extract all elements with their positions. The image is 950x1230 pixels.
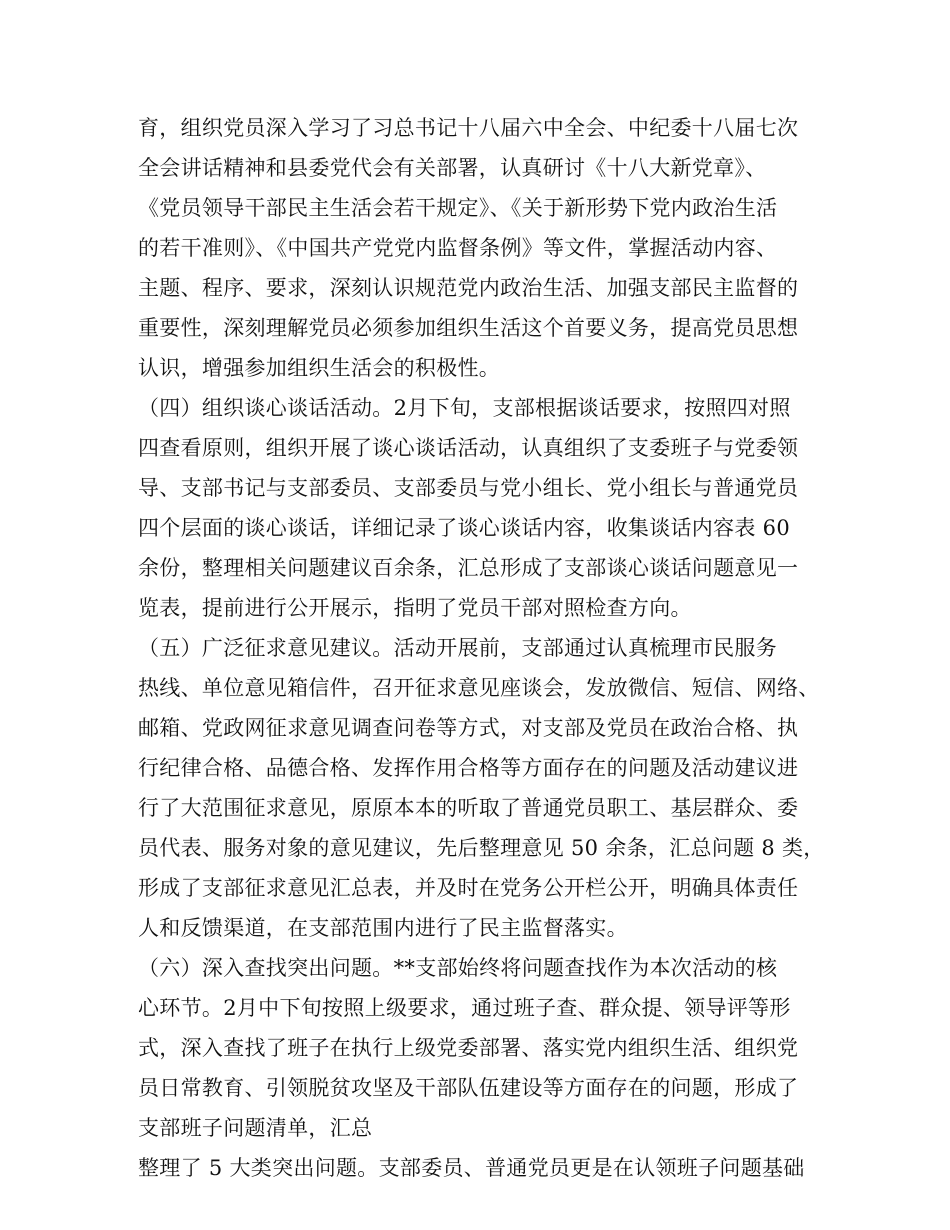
- text-line: 四个层面的谈心谈话，详细记录了谈心谈话内容，收集谈话内容表 60: [138, 516, 790, 540]
- text-line: 形成了支部征求意见汇总表，并及时在党务公开栏公开，明确具体责任: [138, 876, 799, 900]
- text-line: 支部班子问题清单，汇总: [138, 1116, 373, 1140]
- text-line: 全会讲话精神和县委党代会有关部署，认真研讨《十八大新党章》、: [138, 156, 767, 180]
- paragraph-heading-line: （五）广泛征求意见建议。活动开展前，支部通过认真梳理市民服务: [138, 636, 777, 660]
- text-line: 热线、单位意见箱信件，召开征求意见座谈会，发放微信、短信、网络、: [138, 676, 820, 700]
- paragraph-heading-line: （四）组织谈心谈话活动。2月下旬，支部根据谈话要求，按照四对照: [138, 396, 791, 420]
- text-line: 整理了 5 大类突出问题。支部委员、普通党员更是在认领班子问题基础: [138, 1156, 805, 1180]
- text-line: 员代表、服务对象的意见建议，先后整理意见 50 余条，汇总问题 8 类，: [138, 836, 825, 860]
- text-line: 览表，提前进行公开展示，指明了党员干部对照检查方向。: [138, 596, 692, 620]
- text-line: 育，组织党员深入学习了习总书记十八届六中全会、中纪委十八届七次: [138, 116, 799, 140]
- text-line: 四查看原则，组织开展了谈心谈话活动，认真组织了支委班子与党委领: [138, 436, 799, 460]
- text-line: 《党员领导干部民主生活会若干规定》、《关于新形势下党内政治生活: [138, 196, 778, 220]
- text-line: 的若干准则》、《中国共产党党内监督条例》等文件，掌握活动内容、: [138, 236, 778, 260]
- text-line: 导、支部书记与支部委员、支部委员与党小组长、党小组长与普通党员: [138, 476, 799, 500]
- text-line: 主题、程序、要求，深刻认识规范党内政治生活、加强支部民主监督的: [138, 276, 799, 300]
- text-line: 邮箱、党政网征求意见调查问卷等方式，对支部及党员在政治合格、执: [138, 716, 799, 740]
- text-line: 认识，增强参加组织生活会的积极性。: [138, 356, 501, 380]
- text-line: 员日常教育、引领脱贫攻坚及干部队伍建设等方面存在的问题，形成了: [138, 1076, 799, 1100]
- text-line: 式，深入查找了班子在执行上级党委部署、落实党内组织生活、组织党: [138, 1036, 799, 1060]
- text-line: 行纪律合格、品德合格、发挥作用合格等方面存在的问题及活动建议进: [138, 756, 799, 780]
- text-line: 人和反馈渠道，在支部范围内进行了民主监督落实。: [138, 916, 628, 940]
- text-line: 心环节。2月中下旬按照上级要求，通过班子查、群众提、领导评等形: [138, 996, 791, 1020]
- text-line: 余份，整理相关问题建议百余条，汇总形成了支部谈心谈话问题意见一: [138, 556, 799, 580]
- text-line: 行了大范围征求意见，原原本本的听取了普通党员职工、基层群众、委: [138, 796, 799, 820]
- text-line: 重要性，深刻理解党员必须参加组织生活这个首要义务，提高党员思想: [138, 316, 799, 340]
- paragraph-heading-line: （六）深入查找突出问题。**支部始终将问题查找作为本次活动的核: [138, 956, 778, 980]
